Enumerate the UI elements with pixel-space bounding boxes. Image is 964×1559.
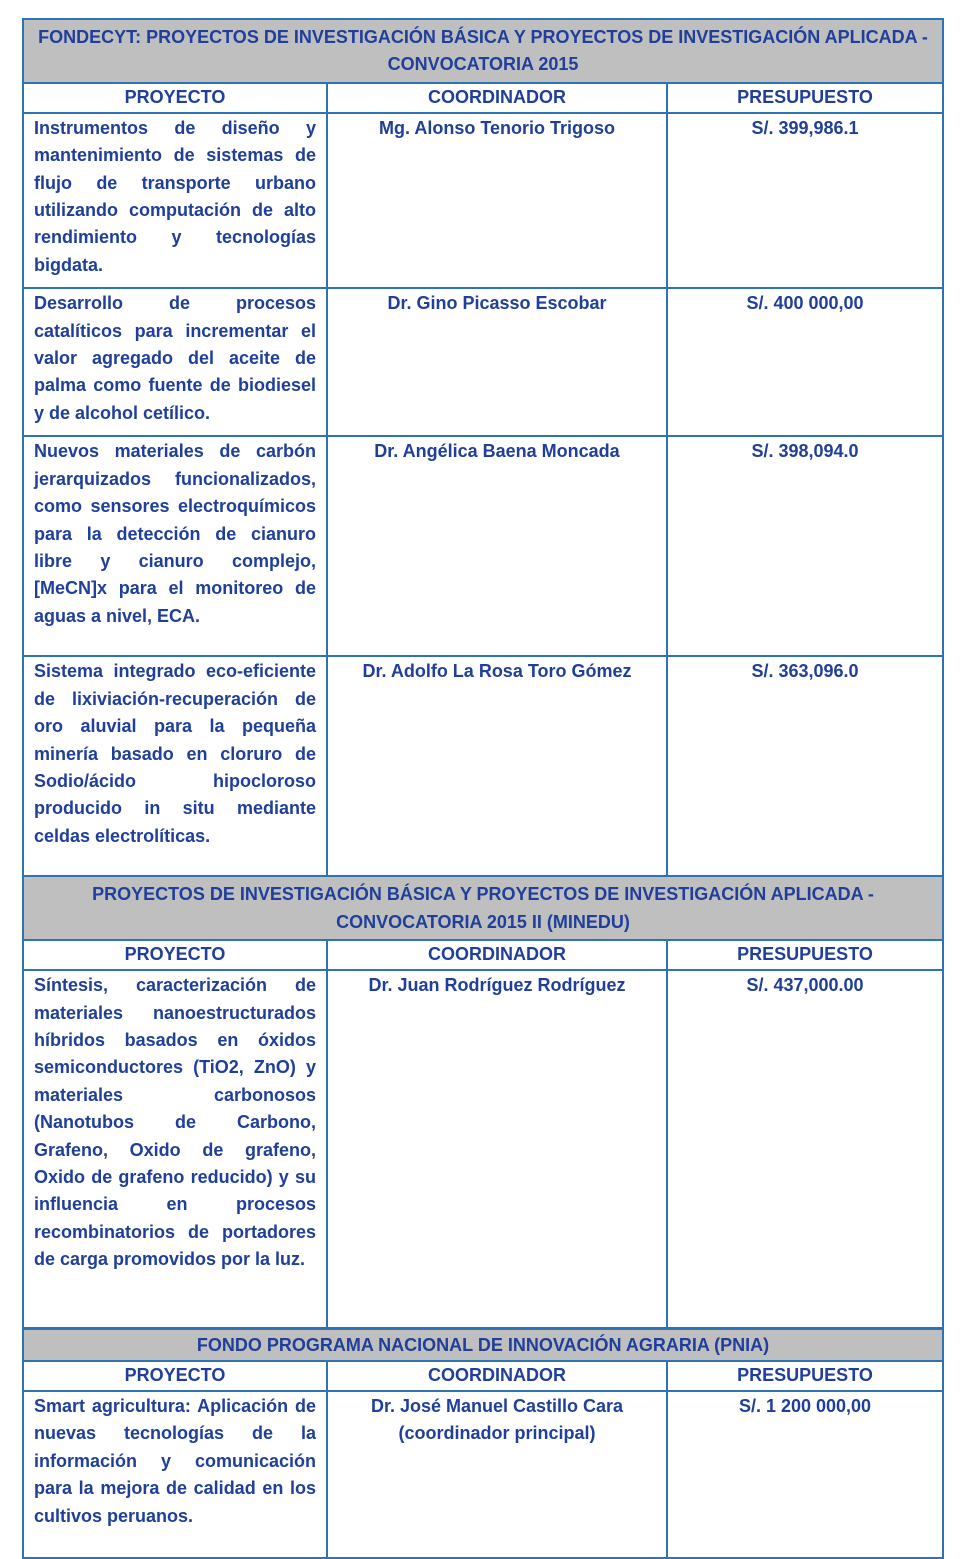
- table-row: [23, 1391, 943, 1558]
- table-row: [23, 656, 943, 876]
- coordinator-cell: Mg. Alonso Tenorio Trigoso: [327, 113, 667, 288]
- coordinator-cell: Dr. Juan Rodríguez Rodríguez: [327, 970, 667, 1328]
- coordinator-note: (coordinador principal): [398, 1423, 596, 1444]
- section-title: FONDECYT: PROYECTOS DE INVESTIGACIÓN BÁSICA Y PROYECTOS DE INVESTIGACIÓN APLICADA - CONVOCATORIA 2015: [23, 19, 943, 83]
- projects-document: [22, 18, 942, 1559]
- coordinator-name: Dr. José Manuel Castillo Cara: [370, 1396, 624, 1416]
- table-row: [23, 970, 943, 1328]
- section-title-row: [23, 19, 943, 83]
- project-cell: Síntesis, caracterización de materiales nanoestructurados híbridos basados en óxidos semiconductores (TiO2, ZnO) y materiales carbonosos (Nanotubos de Carbono, Grafeno, Oxido de grafeno, Oxido de grafeno reducido) y su influencia en procesos recombinatorios de portadores de carga promovidos por la luz.: [23, 970, 327, 1328]
- project-cell: Nuevos materiales de carbón jerarquizados funcionalizados, como sensores electroquímicos para la detección de cianuro libre y cianuro complejo, [MeCN]x para el monitoreo de aguas a nivel, ECA.: [23, 436, 327, 656]
- coordinator-cell: Dr. Gino Picasso Escobar: [327, 288, 667, 436]
- column-header-row: [23, 1361, 943, 1391]
- projects-table: [22, 18, 944, 1559]
- budget-cell: S/. 437,000.00: [667, 970, 943, 1328]
- project-cell: Instrumentos de diseño y mantenimiento de sistemas de flujo de transporte urbano utilizando computación de alto rendimiento y tecnologías bigdata.: [23, 113, 327, 288]
- section-title-row: [23, 1328, 943, 1361]
- budget-cell: S/. 398,094.0: [667, 436, 943, 656]
- column-header-row: [23, 940, 943, 970]
- budget-cell: S/. 1 200 000,00: [667, 1391, 943, 1558]
- header-project: PROYECTO: [23, 940, 327, 970]
- project-cell: Sistema integrado eco-eficiente de lixiviación-recuperación de oro aluvial para la pequeña minería basado en cloruro de Sodio/ácido hipocloroso producido in situ mediante celdas electrolíticas.: [23, 656, 327, 876]
- column-header-row: [23, 83, 943, 113]
- section-title: FONDO PROGRAMA NACIONAL DE INNOVACIÓN AGRARIA (PNIA): [23, 1328, 943, 1361]
- header-project: PROYECTO: [23, 1361, 327, 1391]
- budget-cell: S/. 399,986.1: [667, 113, 943, 288]
- header-coordinator: COORDINADOR: [327, 940, 667, 970]
- project-cell: Desarrollo de procesos catalíticos para incrementar el valor agregado del aceite de palma como fuente de biodiesel y de alcohol cetílico.: [23, 288, 327, 436]
- header-budget: PRESUPUESTO: [667, 83, 943, 113]
- table-row: [23, 113, 943, 288]
- header-budget: PRESUPUESTO: [667, 1361, 943, 1391]
- coordinator-cell: [327, 1391, 667, 1558]
- header-project: PROYECTO: [23, 83, 327, 113]
- budget-cell: S/. 400 000,00: [667, 288, 943, 436]
- coordinator-cell: Dr. Adolfo La Rosa Toro Gómez: [327, 656, 667, 876]
- budget-cell: S/. 363,096.0: [667, 656, 943, 876]
- header-coordinator: COORDINADOR: [327, 1361, 667, 1391]
- project-cell: Smart agricultura: Aplicación de nuevas tecnologías de la información y comunicación para la mejora de calidad en los cultivos peruanos.: [23, 1391, 327, 1558]
- section-title-row: [23, 876, 943, 940]
- table-row: [23, 288, 943, 436]
- header-budget: PRESUPUESTO: [667, 940, 943, 970]
- coordinator-cell: Dr. Angélica Baena Moncada: [327, 436, 667, 656]
- section-title: PROYECTOS DE INVESTIGACIÓN BÁSICA Y PROYECTOS DE INVESTIGACIÓN APLICADA - CONVOCATORIA 2015 II (MINEDU): [23, 876, 943, 940]
- table-row: [23, 436, 943, 656]
- header-coordinator: COORDINADOR: [327, 83, 667, 113]
